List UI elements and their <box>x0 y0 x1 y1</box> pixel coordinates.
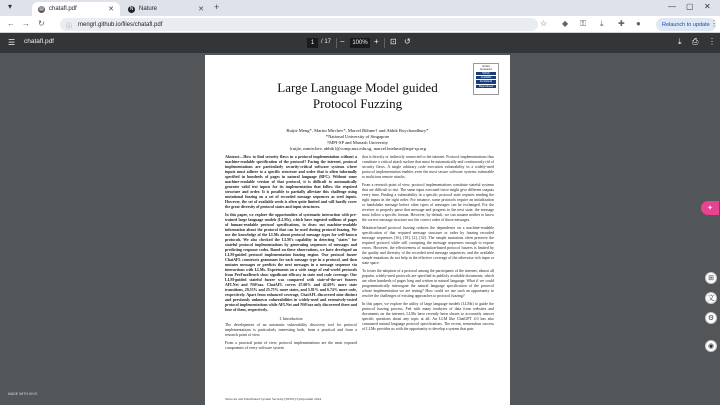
relaunch-button[interactable] <box>656 18 716 31</box>
page-footer: Network and Distributed System Security (NDSS) Symposium 2024 <box>225 397 322 401</box>
body-paragraph: In this paper, we explore the utility of large language models (LLMs) to guide the protocol fuzzing process. Fed with many terabytes of data from websites and documents on the internet, LLMs have recently been shown to accurately answer specific questions about any topic at all. An LLM like ChatGPT 4.0 has also consumed natural language protocol specifications. The recent, tremendous success of LLMs provides us with the opportunity to develop a system that puts <box>362 302 494 331</box>
settings-icon[interactable]: ⚙ <box>705 312 717 324</box>
pdf-file-name: chatafl.pdf <box>24 38 54 45</box>
badge-line: Functional <box>476 80 496 83</box>
right-column <box>362 155 494 335</box>
page-number-input[interactable]: 1 <box>307 38 318 48</box>
body-paragraph: The development of an automatic vulnerability discovery tool for protocol implementations is particularly interesting both, from a practical and from a research point of view. <box>225 323 357 337</box>
extensions-puzzle-icon[interactable]: ✚ <box>618 19 625 28</box>
fit-page-icon[interactable]: ⊡ <box>390 37 397 46</box>
site-info-icon[interactable]: ⓘ <box>66 24 73 30</box>
title-line: Protocol Fuzzing <box>312 96 403 111</box>
url-text: mengrl.github.io/files/chatafl.pdf <box>78 21 163 28</box>
affiliation: †MPI-SP and Monash University <box>326 140 389 145</box>
badge-line: Reproduced <box>476 85 496 88</box>
menu-icon[interactable]: ☰ <box>8 38 16 47</box>
body-paragraph: From a research point of view, protocol implementations constitute stateful systems that are difficult to test. The same input executed twice might give different outputs every time. Finding a vulnerability in a specific protocol state requires sending the right inputs in the right order. For instance, some protocols require an initialization or handshake message before other types of messages can be exchanged. For the receiver to properly parse that message and progress to the next state, the message must follow a specific format. However, by default, we can assume neither to know the correct message structure nor the correct order of those messages. <box>362 183 494 222</box>
badge-line: Available <box>476 76 496 79</box>
tab-label: Nature <box>139 6 158 12</box>
toolbar-divider <box>384 38 385 48</box>
zoom-out-button[interactable]: − <box>340 37 345 46</box>
sidebar-watermark-label: MADE WITH KIVO <box>8 392 38 396</box>
emails: {ruijie, mmirchev, abhik}@comp.nus.edu.sg, marcel.boehme@mpi-sp.org <box>289 146 426 151</box>
bookmark-star-icon[interactable]: ☆ <box>540 19 548 28</box>
nature-icon: N <box>129 6 134 12</box>
translate-icon[interactable]: 文 <box>705 292 717 304</box>
abstract-paragraph: Abstract—How to find security flaws in a protocol implementation without a machine-readable specification of the protocol? Facing the internet, protocol implementations are particularly security-critical software systems where inputs must adhere to a specific structure and order that is often informally specified in hundreds of pages in natural language (RFC). Without some machine-readable version of that protocol, it is difficult to automatically generate valid test inputs for its implementation that follow the required structure and order. It is possible to partially alleviate this challenge using mutational fuzzing on a set of recorded message sequences as seed inputs. However, the set of available seeds is often quite limited and will hardly cover the great diversity of protocol states and input structures. <box>225 155 357 209</box>
close-icon[interactable]: ✕ <box>108 6 114 13</box>
zoom-in-button[interactable]: + <box>374 37 379 46</box>
page-total: / 17 <box>321 39 332 45</box>
paper-title <box>205 80 510 112</box>
left-column <box>225 155 357 354</box>
reload-icon[interactable]: ↻ <box>38 19 45 28</box>
body-paragraph: Mutation-based protocol fuzzing reduces the dependence on a machine-readable specification of that required message structure or order by fuzzing recorded message sequences [16], [18], [2], [32]. The simple mutations often preserve the required protocol while still corrupting the message sequences enough to expose errors. However, the effectiveness of mutation-based protocol fuzzers is limited by the quality and diversity of the recorded seed message sequences, and the available simple mutations do not help in the effective coverage of the otherwise rich input or state space. <box>362 226 494 265</box>
badge-line: Evaluated <box>480 68 492 72</box>
body-paragraph: that is directly or indirectly connected to the internet. Protocol implementations thus constitute a critical attack surface that must be automatically and continuously rid of security flaws. A single arbitrary code execution vulnerability in a widely-used protocol implementation enables even the most secure software systems vulnerable to malicious remote attacks. <box>362 155 494 179</box>
tab-search-icon[interactable]: ▾ <box>8 2 13 11</box>
abstract-paragraph: In this paper, we explore the opportunities of systematic interaction with pre-trained large language models (LLMs), which have ingested millions of pages of human-readable protocol specifications, to draw out machine-readable information about the protocol that can be used during protocol fuzzing. We use the knowledge of the LLMs about protocol message types for well-known protocols. We also checked the LLM's capability in detecting "states" for stateful protocol implementations by generating sequences of messages and predicting response codes. Based on these observations, we have developed an LLM-guided protocol implementation fuzzing engine. Our protocol fuzzer ChatAFL constructs grammars for each message type in a protocol, and then mutates messages or predicts the next messages in a message sequence via interactions with LLMs. Experiments on a wide range of real-world protocols from ProFuzzBench show significant efficacy in state and code coverage. Our LLM-guided stateful fuzzer was compared with state-of-the-art fuzzers AFLNet and NSFuzz. ChatAFL covers 47.60% and 42.69% more state transitions, 29.55% and 25.75% more states, and 5.81% and 6.74% more code, respectively. Apart from enhanced coverage, ChatAFL discovered nine distinct and previously unknown vulnerabilities in widely-used and extensively-tested protocol implementations while AFLNet and NSFuzz only discovered three and four of them, respectively. <box>225 213 357 312</box>
tab-nature[interactable] <box>122 2 210 16</box>
more-actions-icon[interactable]: ⋮ <box>708 37 716 46</box>
extension-icon[interactable]: ◆ <box>562 19 569 28</box>
assistant-launcher-button[interactable]: ✦ <box>701 201 719 215</box>
profile-avatar-icon[interactable]: ● <box>636 19 641 28</box>
address-bar-row <box>0 16 720 33</box>
title-line: Large Language Model guided <box>277 80 438 95</box>
password-icon[interactable]: ⚿ <box>580 19 587 28</box>
url-field[interactable] <box>60 18 538 31</box>
forward-icon[interactable]: → <box>22 19 30 28</box>
rotate-icon[interactable]: ↺ <box>404 37 411 46</box>
browser-tab-strip <box>0 0 720 16</box>
relaunch-label: Relaunch to update <box>662 21 710 28</box>
pdf-toolbar <box>0 33 720 53</box>
tab-chatafl[interactable] <box>32 2 120 16</box>
toolbar-divider <box>336 38 337 48</box>
pdf-icon: ▤ <box>39 6 44 12</box>
section-heading: I. Introduction <box>279 316 303 321</box>
affiliation: *National University of Singapore <box>325 134 390 139</box>
maximize-icon[interactable]: ▢ <box>686 2 694 11</box>
download-icon[interactable]: ⤓ <box>600 19 604 28</box>
screenshot-icon[interactable]: ⊞ <box>705 272 717 284</box>
back-icon[interactable]: ← <box>7 19 15 28</box>
print-icon[interactable]: ⎙ <box>692 37 699 46</box>
minimize-icon[interactable]: — <box>668 2 676 11</box>
author-block <box>205 128 510 152</box>
body-paragraph: To foster the adoption of a protocol among the participants of the internet, almost all popular, widely-used protocols are specified in publicly available documents, which are often hundreds of pages long and written in natural language. What if we could programmatically interrogate the natural language specification of the protocol whose implementation we are testing? How could we use such an opportunity to resolve the challenges of existing approaches to protocol fuzzing? <box>362 269 494 298</box>
new-tab-icon[interactable]: + <box>214 2 220 12</box>
download-icon[interactable]: ⤓ <box>678 37 682 46</box>
window-close-icon[interactable]: ✕ <box>704 2 711 11</box>
close-icon[interactable]: ✕ <box>198 6 204 13</box>
body-paragraph: From a practical point of view, protocol implementations are the most exposed components of every software system <box>225 341 357 350</box>
badge-line: Artifact <box>481 65 491 68</box>
zoom-input[interactable]: 100% <box>350 38 370 48</box>
tab-label: chatafl.pdf <box>49 6 77 12</box>
chat-icon[interactable]: ◉ <box>705 340 717 352</box>
authors: Ruijie Meng*, Martin Mirchev*, Marcel Böhme† and Abhik Roychoudhury* <box>286 128 429 133</box>
badge-line: NDSS <box>476 72 496 75</box>
more-menu-icon[interactable]: ⋮ <box>710 19 718 28</box>
pdf-page <box>205 55 510 405</box>
